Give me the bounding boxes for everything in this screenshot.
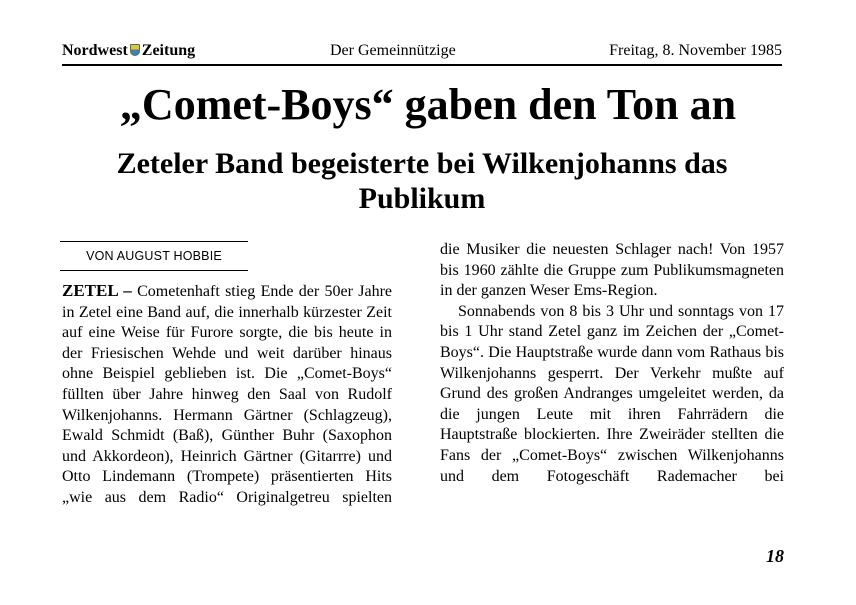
page-number: 18 — [766, 546, 784, 566]
paragraph-1-text: Cometenhaft stieg Ende der 50er Jahre in Zetel eine Band auf, die innerhalb kürzester Zeit auf eine Weise für Furore sorgte, die bis heute in der Friesischen Wehde und weit darüber hinaus ohne Beispiel geblieben ist. Die „Comet-Boys“ füllten über Jahre hinweg den Saal von Rudolf Wilkenjohanns. Hermann Gärtner (Schlagzeug), Ewald Schmidt (Baß), Günther Buhr (Saxophon und Akkordeon), Heinrich Gärtner (Gitarrre) und Otto Lindemann (Trompete) präsentierten Hits „wie aus dem Radio“ Originalgetreu spielten — [62, 283, 392, 506]
masthead-zeitung: Zeitung — [141, 42, 196, 59]
masthead-nordwest: Nordwest — [62, 42, 128, 59]
newspaper-header — [62, 38, 782, 66]
article-paragraph-1-continued: die Musiker die neuesten Schlager nach! Von 1957 bis 1960 zählte die Gruppe zum Publikumsmagneten in der ganzen Weser Ems-Region. — [440, 241, 784, 300]
article-column-left — [62, 281, 392, 509]
byline: VON AUGUST HOBBIE — [60, 241, 248, 271]
dateline: ZETEL – — [62, 281, 132, 300]
coat-of-arms-icon — [130, 44, 140, 56]
article-column-right — [440, 240, 784, 487]
issue-date: Freitag, 8. November 1985 — [609, 42, 782, 59]
article-paragraph-1 — [62, 281, 392, 509]
article-paragraph-2: Sonnabends von 8 bis 3 Uhr und sonntags von 17 bis 1 Uhr stand Zetel ganz im Zeichen der „Comet-Boys“. Die Hauptstraße wurde dann vom Rathaus bis Wilkenjohanns gesperrt. Der Verkehr mußte auf Grund des großen Andranges umgeleitet werden, da die jungen Leute mit ihren Fahrrädern die Hauptstraße blockierten. Ihre Zweiräder stellten die Fans der „Comet-Boys“ zwischen Wilkenjohanns und dem Fotogeschäft Rademacher bei — [440, 302, 784, 485]
subheadline: Zeteler Band begeisterte bei Wilkenjohanns das Publikum — [116, 147, 728, 215]
headline: „Comet-Boys“ gaben den Ton an — [119, 80, 737, 129]
masthead — [62, 38, 195, 64]
section-title: Der Gemeinnützige — [330, 42, 456, 59]
